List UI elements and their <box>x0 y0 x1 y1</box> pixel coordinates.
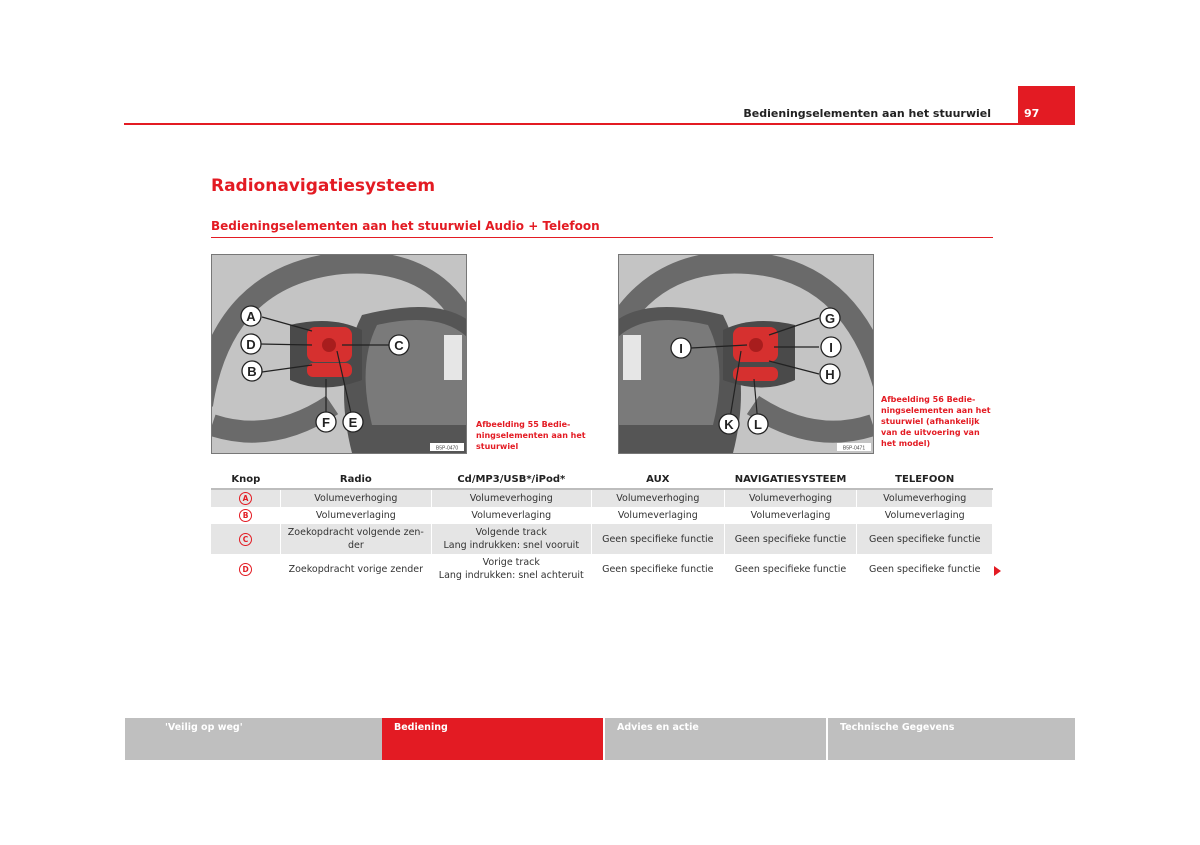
knop-badge: D <box>239 563 252 576</box>
table-cell: Volumeverlaging <box>431 507 592 524</box>
header-rule <box>124 123 1075 125</box>
page-title: Radionavigatiesysteem <box>211 176 436 196</box>
label-k: K <box>724 417 734 432</box>
table-cell: Volumeverhoging <box>592 489 725 507</box>
steering-wheel-right-illustration <box>619 255 873 453</box>
table-cell: Volumeverhoging <box>431 489 592 507</box>
knop-badge: A <box>239 492 252 505</box>
steering-wheel-left-illustration <box>212 255 466 453</box>
knop-badge: C <box>239 533 252 546</box>
label-g: G <box>824 311 836 326</box>
section-title: Bedieningselementen aan het stuurwiel Audio + Telefoon <box>211 219 600 233</box>
table-cell: Geen specifieke functie <box>857 554 993 584</box>
table-cell <box>431 554 592 584</box>
cell-line: Lang indrukken: snel achteruit <box>438 570 584 581</box>
header-title: Bedieningselementen aan het stuurwiel <box>743 107 991 120</box>
footer-tab-label: Bediening <box>394 722 448 733</box>
table-cell: Volumeverhoging <box>281 489 431 507</box>
cell-line: Volgende track <box>475 527 547 538</box>
col-header-navigatiesysteem: NAVIGATIESYSTEEM <box>724 470 857 489</box>
page-number: 97 <box>1024 107 1040 120</box>
label-a: A <box>246 309 256 324</box>
table-cell: Geen specifieke functie <box>857 524 993 554</box>
table-cell: Volumeverhoging <box>724 489 857 507</box>
col-header-telefoon: TELEFOON <box>857 470 993 489</box>
table-cell <box>431 524 592 554</box>
figure2-code: B5P-0471 <box>842 445 866 452</box>
figure1-code: B5P-0470 <box>435 445 459 452</box>
table-cell: Zoekopdracht vorige zender <box>281 554 431 584</box>
cell-line: Lang indrukken: snel vooruit <box>443 540 580 551</box>
cell-line: Vorige track <box>482 557 540 568</box>
col-header-knop: Knop <box>211 470 281 489</box>
table-cell: Zoekopdracht volgende zen-der <box>281 524 431 554</box>
label-e: E <box>348 415 358 430</box>
label-f: F <box>322 415 330 430</box>
label-i-right: I <box>829 340 833 355</box>
table-row <box>211 507 993 524</box>
footer-tab-label: 'Veilig op weg' <box>165 722 243 733</box>
table-cell: Geen specifieke functie <box>592 554 725 584</box>
knop-badge: B <box>239 509 252 522</box>
section-rule <box>211 237 993 238</box>
label-h: H <box>825 367 835 382</box>
footer-tab-label: Advies en actie <box>617 722 699 733</box>
table-cell: Geen specifieke functie <box>592 524 725 554</box>
controls-table <box>211 470 993 584</box>
table-row <box>211 524 993 554</box>
label-b: B <box>247 364 257 379</box>
table-cell: Volumeverlaging <box>724 507 857 524</box>
table-header-row <box>211 470 993 489</box>
table-cell: Volumeverlaging <box>592 507 725 524</box>
figure-steering-wheel-right <box>618 254 874 454</box>
table-row <box>211 489 993 507</box>
label-c: C <box>394 338 404 353</box>
footer-tab-label: Technische Gegevens <box>840 722 955 733</box>
label-l: L <box>754 417 762 432</box>
table-cell: Geen specifieke functie <box>724 554 857 584</box>
footer-tab-technische-gegevens[interactable] <box>828 718 1075 760</box>
table-cell: Geen specifieke functie <box>724 524 857 554</box>
label-d: D <box>246 337 256 352</box>
table-cell: Volumeverlaging <box>281 507 431 524</box>
table-cell: Volumeverlaging <box>857 507 993 524</box>
footer-tab-bediening[interactable] <box>382 718 603 760</box>
label-i-left: I <box>679 341 683 356</box>
figure1-caption: Afbeelding 55 Bedie-ningselementen aan het stuurwiel <box>476 420 586 451</box>
continue-arrow-icon <box>994 566 1001 576</box>
figure-steering-wheel-left <box>211 254 467 454</box>
table-row <box>211 554 993 584</box>
table-cell: Volumeverhoging <box>857 489 993 507</box>
col-header-radio: Radio <box>281 470 431 489</box>
col-header-aux: AUX <box>592 470 725 489</box>
footer-tab-veilig-op-weg[interactable] <box>125 718 407 760</box>
figure2-caption: Afbeelding 56 Bedie-ningselementen aan het stuurwiel (afhankelijk van de uitvoering van het model) <box>881 395 991 448</box>
footer-tab-advies-en-actie[interactable] <box>605 718 826 760</box>
col-header-cd: Cd/MP3/USB*/iPod* <box>431 470 592 489</box>
